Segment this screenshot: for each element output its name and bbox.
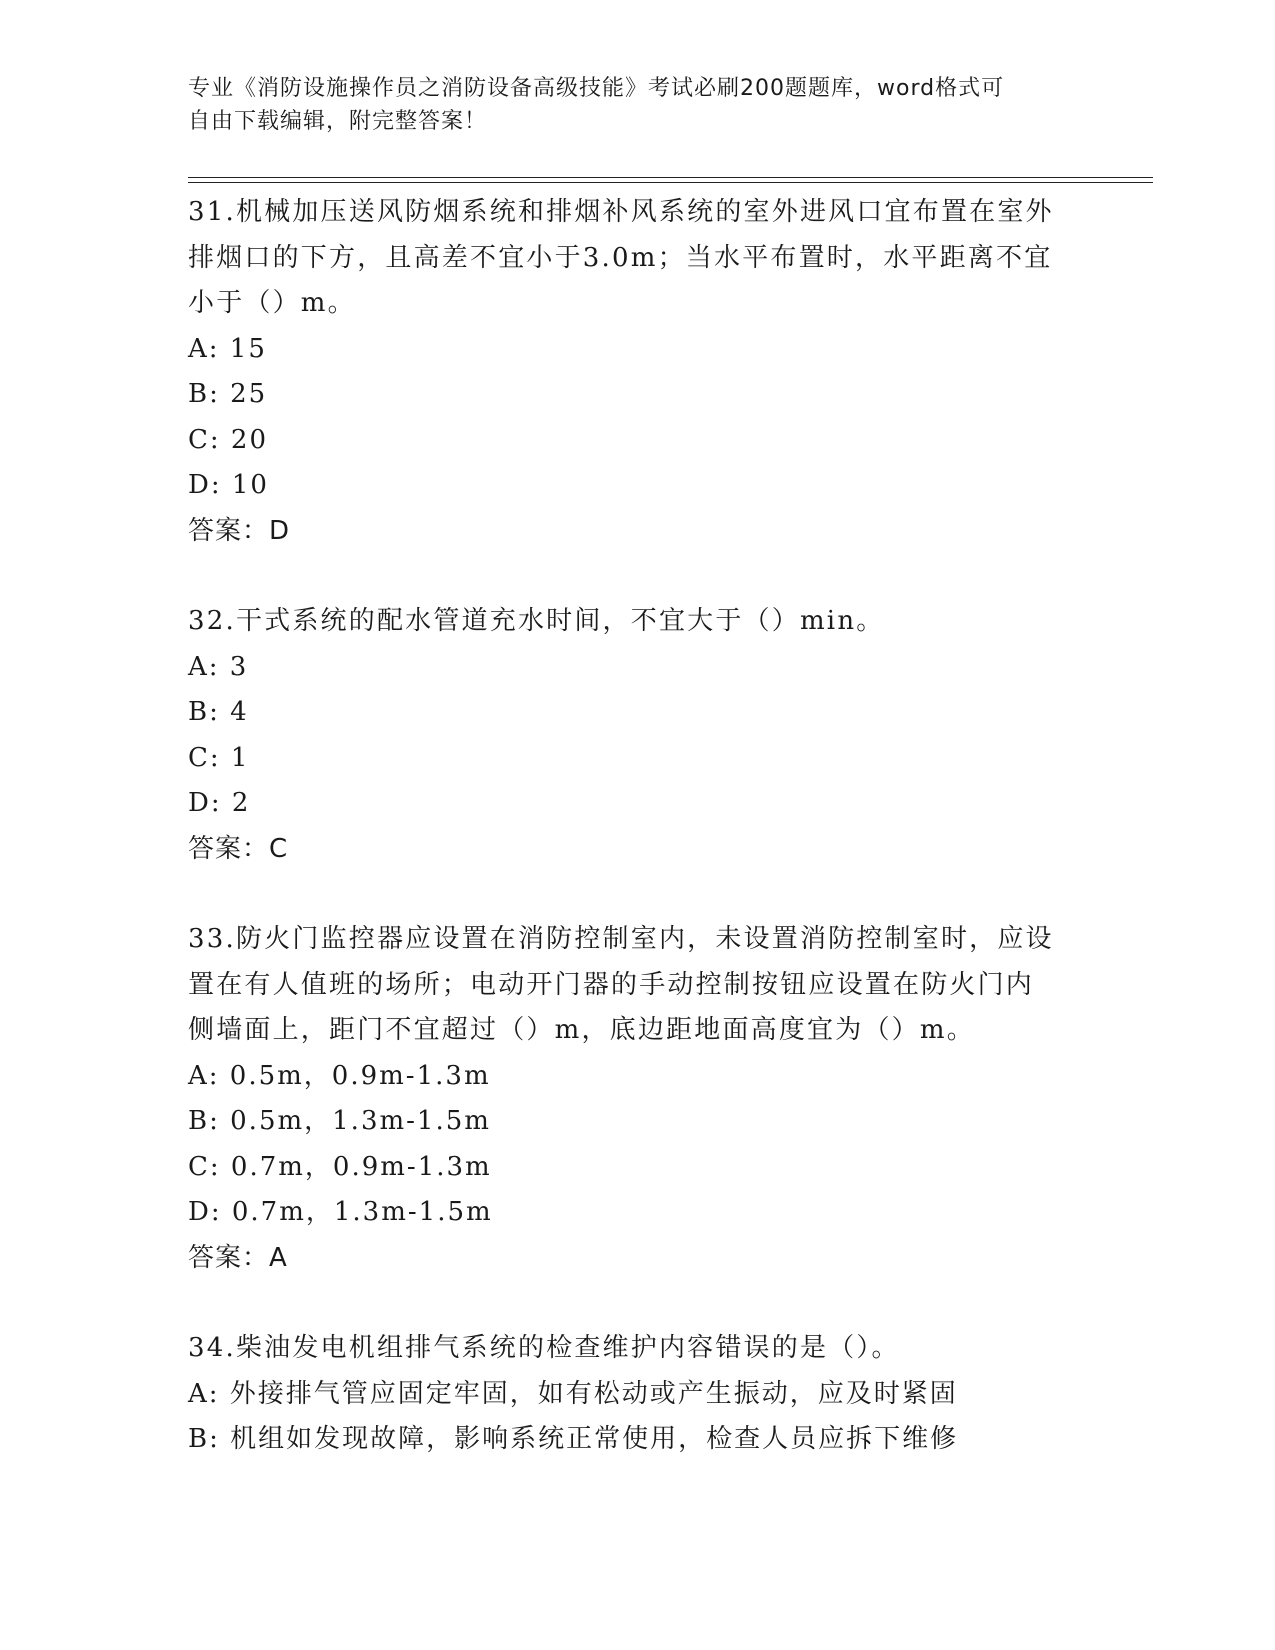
header-line-2: 自由下载编辑，附完整答案！ (188, 109, 488, 134)
option-d: D: 2 (188, 788, 251, 818)
answer-line: 答案：A (188, 1242, 288, 1273)
header-divider-top (188, 177, 1153, 178)
option-d: D: 10 (188, 470, 269, 500)
question-list (188, 190, 1088, 1463)
question-32 (188, 599, 1088, 872)
header-line-1: 专业《消防设施操作员之消防设备高级技能》考试必刷200题题库，word格式可 (188, 76, 1005, 101)
question-text-line: 32.干式系统的配水管道充水时间，不宜大于（）min。 (188, 606, 885, 636)
question-text-line: 34.柴油发电机组排气系统的检查维护内容错误的是（）。 (188, 1333, 900, 1363)
header-divider-bottom (188, 182, 1153, 183)
question-34 (188, 1326, 1088, 1463)
question-text-line: 小于（）m。 (188, 288, 356, 318)
answer-line: 答案：D (188, 515, 291, 546)
document-header (188, 72, 1088, 138)
question-text-line: 31.机械加压送风防烟系统和排烟补风系统的室外进风口宜布置在室外 (188, 197, 1054, 227)
option-b: B: 25 (188, 379, 268, 409)
question-spacer (188, 872, 1088, 917)
question-33 (188, 917, 1088, 1281)
question-spacer (188, 1281, 1088, 1326)
option-c: C: 0.7m，0.9m-1.3m (188, 1151, 492, 1182)
question-text-line: 侧墙面上，距门不宜超过（）m，底边距地面高度宜为（）m。 (188, 1015, 975, 1045)
answer-line: 答案：C (188, 833, 289, 864)
option-d: D: 0.7m，1.3m-1.5m (188, 1197, 493, 1227)
option-a: A: 3 (188, 651, 249, 682)
question-text-line: 置在有人值班的场所；电动开门器的手动控制按钮应设置在防火门内 (188, 969, 1035, 1000)
question-spacer (188, 554, 1088, 599)
option-a: A: 0.5m，0.9m-1.3m (188, 1060, 491, 1091)
question-31 (188, 190, 1088, 554)
option-c: C: 1 (188, 742, 250, 773)
option-b: B: 机组如发现故障，影响系统正常使用，检查人员应拆下维修 (188, 1424, 959, 1454)
option-b: B: 0.5m，1.3m-1.5m (188, 1106, 491, 1136)
option-a: A: 15 (188, 333, 267, 364)
option-b: B: 4 (188, 697, 249, 727)
question-text-line: 33.防火门监控器应设置在消防控制室内，未设置消防控制室时，应设 (188, 924, 1054, 954)
question-text-line: 排烟口的下方，且高差不宜小于3.0m；当水平布置时，水平距离不宜 (188, 242, 1053, 273)
option-c: C: 20 (188, 424, 269, 455)
option-a: A: 外接排气管应固定牢固，如有松动或产生振动，应及时紧固 (188, 1378, 958, 1409)
